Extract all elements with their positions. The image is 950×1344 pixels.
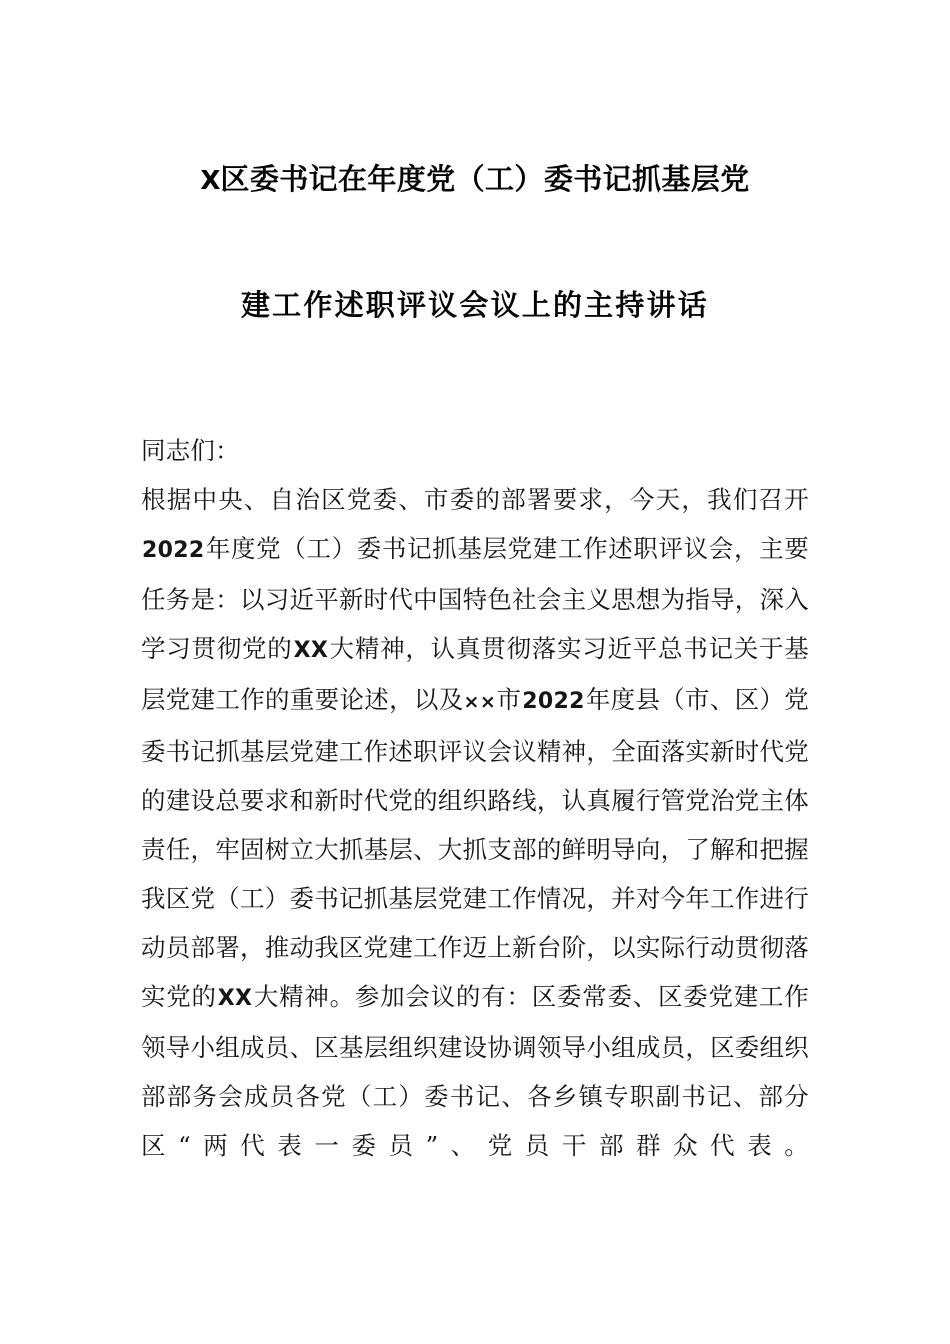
year-2022-second: 2022 — [522, 689, 585, 714]
paragraph-segment: 年度县（市、区）党委书记抓基层党建工作述职评议会议精神，全面落实新时代党的建设总要求和新时代党的组织路线，认真履行管党治党主体责任，牢固树立大抓基层、大抓支部的鲜明导向，了解和把握我区党（工）委书记抓基层党建工作情况，并对今年工作进行动员部署，推动我区党建工作迈上新台阶，以实际行动贯彻落实党的 — [141, 685, 809, 1011]
title-line-2: 建工作述职评议会议上的主持讲话 — [240, 288, 709, 322]
paragraph-segment: 年度党（工）委书记抓基层党建工作述职评议会，主要任务是：以习近平新时代中国特色社会主义思想为指导，深入学习贯彻党的 — [141, 534, 809, 663]
paragraph-segment: 大精神，认真贯彻落实习近平总书记关于基层党建工作的重要论述，以及 — [141, 634, 809, 714]
xx-congress-placeholder-first: XX — [293, 638, 329, 663]
salutation-line: 同志们： — [141, 436, 240, 465]
document-body — [141, 367, 809, 1219]
body-paragraph-1 — [141, 475, 809, 1219]
paragraph-segment: 大精神。参加会议的有：区委常委、区委党建工作领导小组成员、区基层组织建设协调领导小组成员，区委组织部部务会成员各党（工）委书记、各乡镇专职副书记、部分区“两代表一委员”、党员干部群众代表。 — [141, 982, 809, 1160]
page-title — [141, 0, 809, 367]
title-line-1 — [141, 117, 809, 243]
xx-congress-placeholder-second: XX — [217, 986, 253, 1011]
city-name-placeholder: ×× — [463, 691, 497, 713]
document-content-column — [141, 0, 809, 1219]
title-placeholder-letter: X — [200, 166, 221, 196]
year-2022-first: 2022 — [142, 538, 205, 563]
paragraph-segment: 市 — [496, 685, 522, 714]
title-line-1-text: 区委书记在年度党（工）委书记抓基层党 — [220, 162, 750, 196]
paragraph-segment: 根据中央、自治区党委、市委的部署要求，今天，我们召开 — [141, 485, 809, 514]
